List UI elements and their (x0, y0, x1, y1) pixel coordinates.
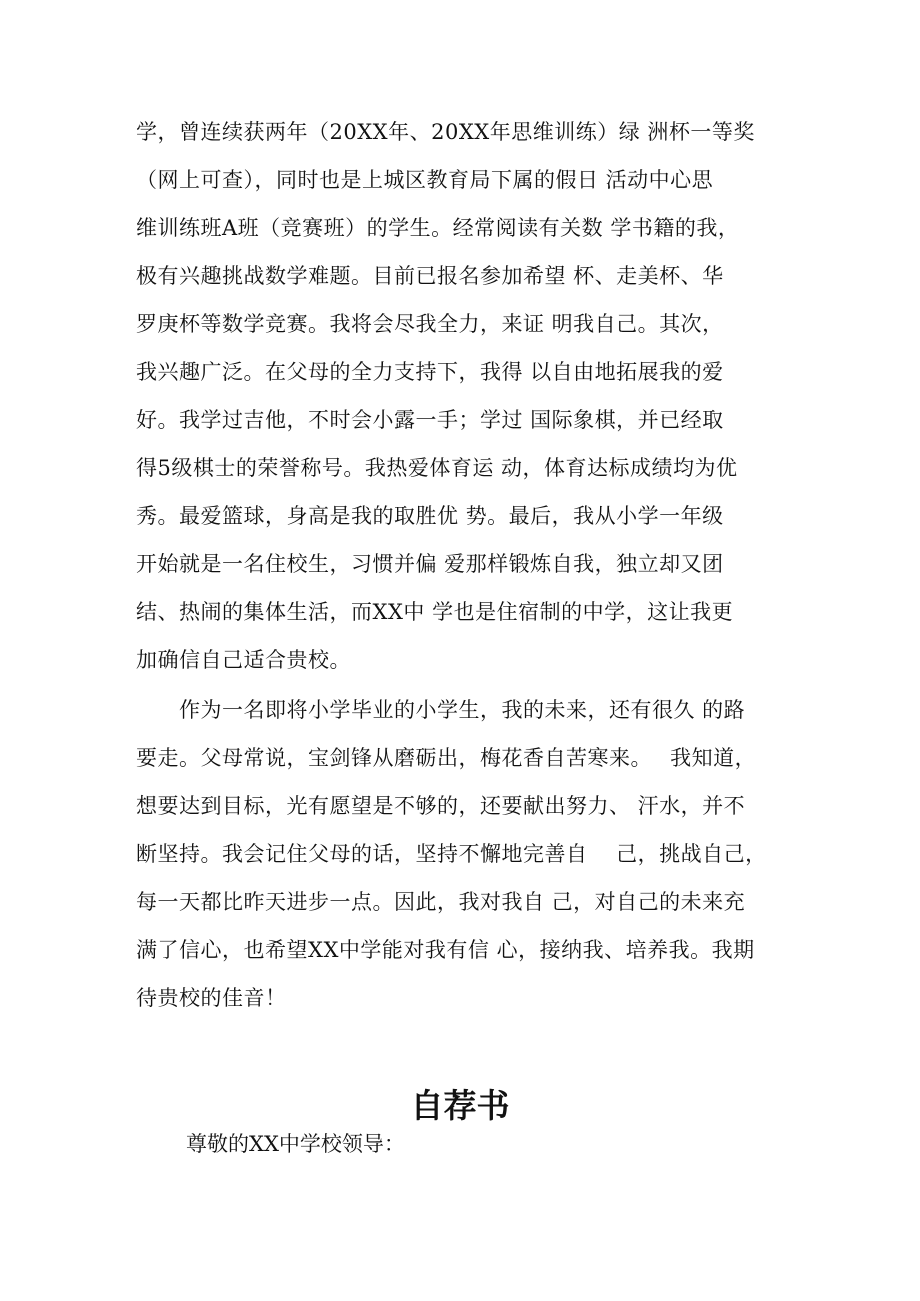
text-line: 加确信自己适合贵校。 (136, 648, 351, 672)
text-line: （网上可查），同时也是上城区教育局下属的假日 活动中心思 (136, 168, 714, 192)
text-line: 满了信心，也希望XX中学能对我有信 心，接纳我、培养我。我期 (136, 938, 755, 962)
salutation: 尊敬的XX中学校领导： (186, 1132, 405, 1156)
text-line: 结、热闹的集体生活，而XX中 学也是住宿制的中学，这让我更 (136, 600, 734, 624)
text-line: 作为一名即将小学毕业的小学生，我的未来，还有很久 的路 (136, 698, 746, 722)
text-line: 每一天都比昨天进步一点。因此，我对我自 己，对自己的未来充 (136, 890, 746, 914)
text-line: 极有兴趣挑战数学难题。目前已报名参加希望 杯、走美杯、华 (136, 264, 724, 288)
text-line: 学，曾连续获两年（20XX年、20XX年思维训练）绿 洲杯一等奖 (136, 120, 755, 144)
text-line: 断坚持。我会记住父母的话，坚持不懈地完善自 己，挑战自己， (136, 842, 767, 866)
text-line: 要走。父母常说，宝剑锋从磨砺出，梅花香自苦寒来。 我知道， (136, 746, 757, 770)
text-line: 我兴趣广泛。在父母的全力支持下，我得 以自由地拓展我的爱 (136, 360, 724, 384)
text-line: 开始就是一名住校生，习惯并偏 爱那样锻炼自我，独立却又团 (136, 552, 724, 576)
text-line: 罗庚杯等数学竞赛。我将会尽我全力，来证 明我自己。其次， (136, 312, 724, 336)
text-line: 想要达到目标，光有愿望是不够的，还要献出努力、 汗水，并不 (136, 794, 746, 818)
text-line: 秀。最爱篮球，身高是我的取胜优 势。最后，我从小学一年级 (136, 504, 724, 528)
text-line: 待贵校的佳音！ (136, 986, 287, 1010)
text-line: 维训练班A班（竞赛班）的学生。经常阅读有关数 学书籍的我， (136, 216, 740, 240)
document-title: 自荐书 (410, 1086, 510, 1125)
text-line: 好。我学过吉他，不时会小露一手；学过 国际象棋，并已经取 (136, 408, 724, 432)
text-line: 得5级棋士的荣誉称号。我热爱体育运 动，体育达标成绩均为优 (136, 456, 738, 480)
